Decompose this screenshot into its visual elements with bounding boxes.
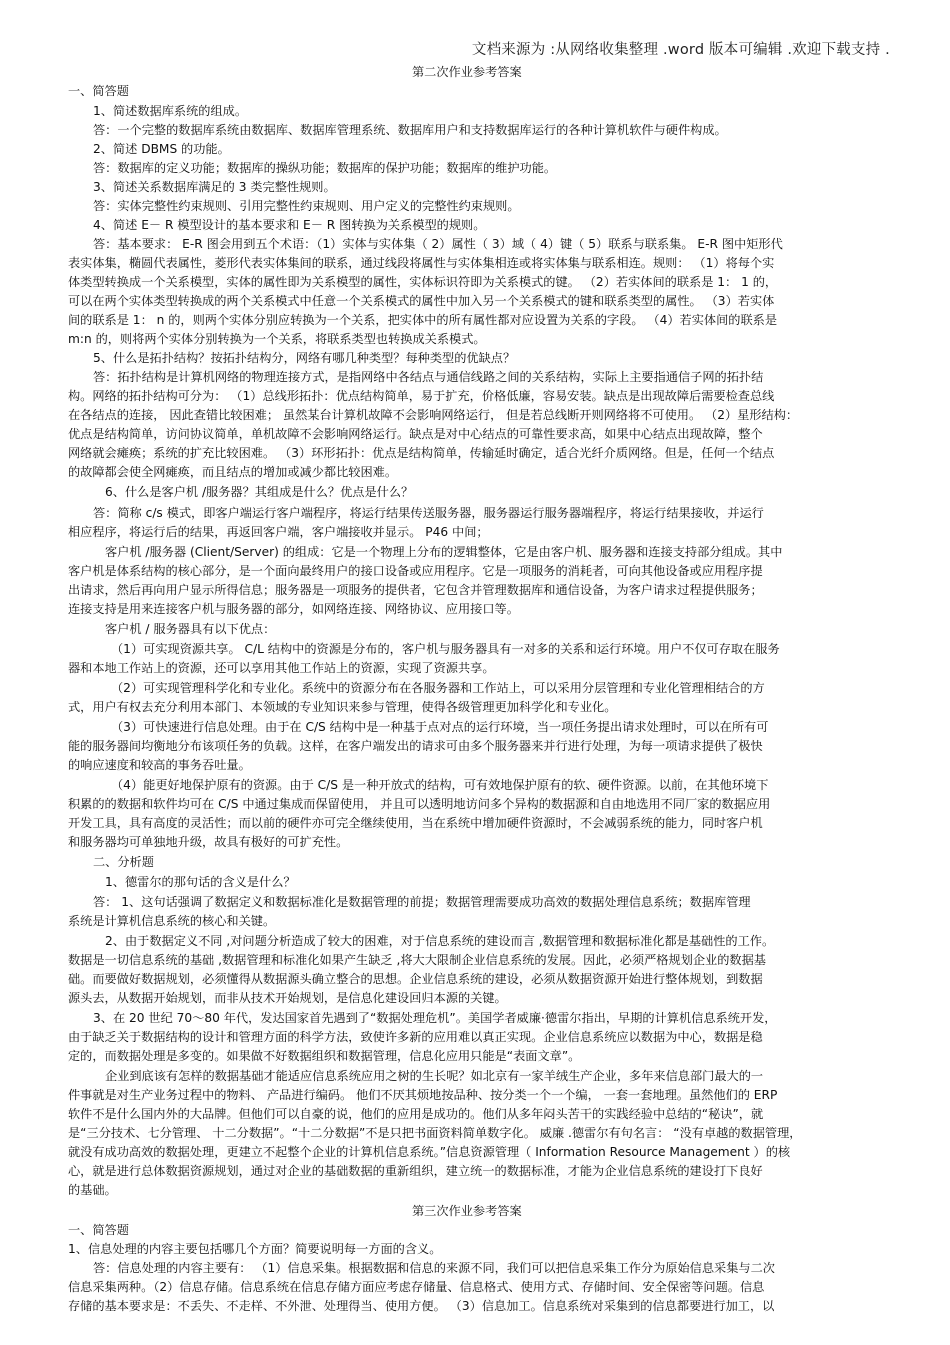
text-line: 一、简答题 <box>68 1223 129 1237</box>
text-line: 3、简述关系数据库满足的 3 类完整性规则。 <box>93 180 336 194</box>
text-line: 二、分析题 <box>93 855 154 869</box>
text-line: 答：信息处理的内容主要有： （1）信息采集。根据数据和信息的来源不同，我们可以把信息采集工作分为原始信息采集与二次 <box>93 1261 775 1275</box>
text-line: 式，用户有权去充分利用本部门、本领域的专业知识来参与管理，使得各级管理更加科学化和专业化。 <box>68 700 617 714</box>
text-line: 优点是结构简单，访问协议简单，单机故障不会影响网络运行。缺点是对中心结点的可靠性要求高，如果中心结点出现故障，整个 <box>68 427 763 441</box>
text-line: （2）可实现管理科学化和专业化。系统中的资源分布在各服务器和工作站上，可以采用分层管理和专业化管理相结合的方 <box>111 681 765 695</box>
text-line: 答：简称 c/s 模式，即客户端运行客户端程序，将运行结果传送服务器，服务器运行服务器端程序，将运行结果接收，并运行 <box>93 506 764 520</box>
text-line: 5、什么是拓扑结构？按拓扑结构分，网络有哪几种类型？每种类型的优缺点？ <box>93 351 516 365</box>
text-line: 网络就会瘫痪；系统的扩充比较困难。 （3）环形拓扑：优点是结构简单，传输延时确定，适合光纤介质网络。但是，任何一个结点 <box>68 446 775 460</box>
text-line: 客户机 /服务器 (Client/Server) 的组成：它是一个物理上分布的逻辑整体，它是由客户机、服务器和连接支持部分组成。其中 <box>105 545 783 559</box>
text-line: （1）可实现资源共享。 C/L 结构中的资源是分布的，客户机与服务器具有一对多的关系和运行环境。用户不仅可存取在服务 <box>111 642 780 656</box>
page-header: 文档来源为 :从网络收集整理 .word 版本可编辑 .欢迎下载支持 . <box>471 42 890 58</box>
text-line: 出请求，然后再向用户显示所得信息；服务器是一项服务的提供者，它包含并管理数据库和通信设备，为客户请求过程提供服务； <box>68 583 763 597</box>
text-line: 数据是一切信息系统的基础 ,数据管理和标准化如果产生缺乏 ,将大大限制企业信息系统的发展。因此，必须严格规划企业的数据基 <box>68 953 766 967</box>
text-line: 心，就是进行总体数据资源规划，通过对企业的基础数据的重新组织，建立统一的数据标准，才能为企业信息系统的建设打下良好 <box>68 1164 763 1178</box>
text-line: 2、由于数据定义不同 ,对问题分析造成了较大的困难，对于信息系统的建设而言 ,数据管理和数据标准化都是基础性的工作。 <box>105 934 775 948</box>
text-line: 答：拓扑结构是计算机网络的物理连接方式，是指网络中各结点与通信线路之间的关系结构，实际上主要指通信子网的拓扑结 <box>93 370 764 384</box>
text-line: 一、简答题 <box>68 84 129 98</box>
text-line: 1、信息处理的内容主要包括哪几个方面？简要说明每一方面的含义。 <box>68 1242 442 1256</box>
text-line: 客户机 / 服务器具有以下优点： <box>105 622 276 636</box>
text-line: 就没有成功高效的数据处理，更建立不起整个企业的计算机信息系统。”信息资源管理（ Information Resource Management ）的核 <box>68 1145 791 1159</box>
text-line: 软件不是什么国内外的大品牌。但他们可以自豪的说，他们的应用是成功的。他们从多年闷头苦干的实践经验中总结的“秘诀”，就 <box>68 1107 764 1121</box>
text-line: 1、德雷尔的那句话的含义是什么？ <box>105 875 296 889</box>
text-line: 客户机是体系结构的核心部分，是一个面向最终用户的接口设备或应用程序。它是一项服务的消耗者，可向其他设备或应用程序提 <box>68 564 763 578</box>
text-line: 1、简述数据库系统的组成。 <box>93 104 248 118</box>
text-line: 答：一个完整的数据库系统由数据库、数据库管理系统、数据库用户和支持数据库运行的各种计算机软件与硬件构成。 <box>93 123 727 137</box>
text-line: 答： 1、这句话强调了数据定义和数据标准化是数据管理的前提；数据管理需要成功高效的数据处理信息系统；数据库管理 <box>93 895 751 909</box>
text-line: m:n 的，则将两个实体分别转换为一个关系，将联系类型也转换成关系模式。 <box>68 332 486 346</box>
text-line: 的基础。 <box>68 1183 117 1197</box>
text-line: 在各结点的连接， 因此查错比较困难； 虽然某台计算机故障不会影响网络运行， 但是若总线断开则网络将不可使用。 （2）星形结构： <box>68 408 799 422</box>
text-line: 和服务器均可单独地升级，故具有极好的可扩充性。 <box>68 835 349 849</box>
text-line: 源头去，从数据开始规划，而非从技术开始规划，是信息化建设回归本源的关键。 <box>68 991 507 1005</box>
text-line: 可以在两个实体类型转换成的两个关系模式中任意一个关系模式的属性中加入另一个关系模式的键和联系类型的属性。 （3）若实体 <box>68 294 775 308</box>
text-line: 的响应速度和较高的事务吞吐量。 <box>68 758 251 772</box>
text-line: 础。而要做好数据规划，必须懂得从数据源头确立整合的思想。企业信息系统的建设，必须从数据资源开始进行整体规划，到数据 <box>68 972 763 986</box>
text-line: （4）能更好地保护原有的资源。由于 C/S 是一种开放式的结构，可有效地保护原有的软、硬件资源。以前，在其他环境下 <box>111 778 769 792</box>
text-line: 企业到底该有怎样的数据基础才能适应信息系统应用之树的生长呢？如北京有一家羊绒生产企业，多年来信息部门最大的一 <box>105 1069 764 1083</box>
text-line: （3）可快速进行信息处理。由于在 C/S 结构中是一种基于点对点的运行环境，当一项任务提出请求处理时，可以在所有可 <box>111 720 769 734</box>
text-line: 器和本地工作站上的资源，还可以享用其他工作站上的资源，实现了资源共享。 <box>68 661 495 675</box>
text-line: 4、简述 E－ R 模型设计的基本要求和 E－ R 图转换为关系模型的规则。 <box>93 218 486 232</box>
text-line: 定的，而数据处理是多变的。如果做不好数据组织和数据管理，信息化应用只能是“表面文章”。 <box>68 1049 581 1063</box>
text-line: 能的服务器间均衡地分布该项任务的负载。这样，在客户端发出的请求可由多个服务器来并行进行处理，为每一项请求提供了极快 <box>68 739 763 753</box>
text-line: 积累的的数据和软件均可在 C/S 中通过集成而保留使用， 并且可以透明地访问多个异构的数据源和自由地选用不同厂家的数据应用 <box>68 797 771 811</box>
text-line: 件事就是对生产业务过程中的物料、 产品进行编码。 他们不厌其烦地按品种、按分类一个一个编， 一套一套地理。虽然他们的 ERP <box>68 1088 778 1102</box>
text-line: 是“三分技术、七分管理、 十二分数据”。“十二分数据”不是只把书面资料简单数字化。 威廉 .德雷尔有句名言： “没有卓越的数据管理， <box>68 1126 802 1140</box>
text-line: 3、在 20 世纪 70～80 年代，发达国家首先遇到了“数据处理危机”。美国学者威廉·德雷尔指出，早期的计算机信息系统开发， <box>93 1011 777 1025</box>
text-line: 第三次作业参考答案 <box>412 1204 522 1218</box>
text-line: 的故障都会使全网瘫痪，而且结点的增加或减少都比较困难。 <box>68 465 398 479</box>
text-line: 答：基本要求： E-R 图会用到五个术语：（1）实体与实体集（ 2）属性（ 3）域（ 4）键（ 5）联系与联系集。 E-R 图中矩形代 <box>93 237 783 251</box>
text-line: 6、什么是客户机 /服务器？其组成是什么？优点是什么？ <box>105 485 414 499</box>
text-line: 存储的基本要求是：不丢失、不走样、不外泄、处理得当、使用方便。 （3）信息加工。信息系统对采集到的信息都要进行加工，以 <box>68 1299 775 1313</box>
text-line: 信息采集两种。（2）信息存储。信息系统在信息存储方面应考虑存储量、信息格式、使用方式、存储时间、安全保密等问题。信息 <box>68 1280 765 1294</box>
text-line: 连接支持是用来连接客户机与服务器的部分，如网络连接、网络协议、应用接口等。 <box>68 602 519 616</box>
text-line: 由于缺乏关于数据结构的设计和管理方面的科学方法，致使许多新的应用难以真正实现。企业信息系统应以数据为中心，数据是稳 <box>68 1030 763 1044</box>
text-line: 2、简述 DBMS 的功能。 <box>93 142 230 156</box>
text-line: 表实体集，椭圆代表属性，菱形代表实体集间的联系，通过线段将属性与实体集相连或将实体集与联系相连。规则： （1）将每个实 <box>68 256 775 270</box>
text-line: 体类型转换成一个关系模型，实体的属性即为关系模型的属性，实体标识符即为关系模式的键。 （2）若实体间的联系是 1： 1 的， <box>68 275 778 289</box>
text-line: 间的联系是 1： n 的，则两个实体分别应转换为一个关系，把实体中的所有属性都对应设置为关系的字段。 （4）若实体间的联系是 <box>68 313 778 327</box>
text-line: 系统是计算机信息系统的核心和关键。 <box>68 914 276 928</box>
text-line: 第二次作业参考答案 <box>412 65 522 79</box>
text-line: 相应程序，将运行后的结果，再返回客户端，客户端接收并显示。 P46 中间； <box>68 525 489 539</box>
text-line: 开发工具，具有高度的灵活性；而以前的硬件亦可完全继续使用，当在系统中增加硬件资源时，不会减弱系统的能力，同时客户机 <box>68 816 763 830</box>
text-line: 答：实体完整性约束规则、引用完整性约束规则、用户定义的完整性约束规则。 <box>93 199 520 213</box>
text-line: 构。网络的拓扑结构可分为： （1）总线形拓扑：优点结构简单，易于扩充，价格低廉，容易安装。缺点是出现故障后需要检查总线 <box>68 389 775 403</box>
text-line: 答：数据库的定义功能；数据库的操纵功能；数据库的保护功能；数据库的维护功能。 <box>93 161 557 175</box>
